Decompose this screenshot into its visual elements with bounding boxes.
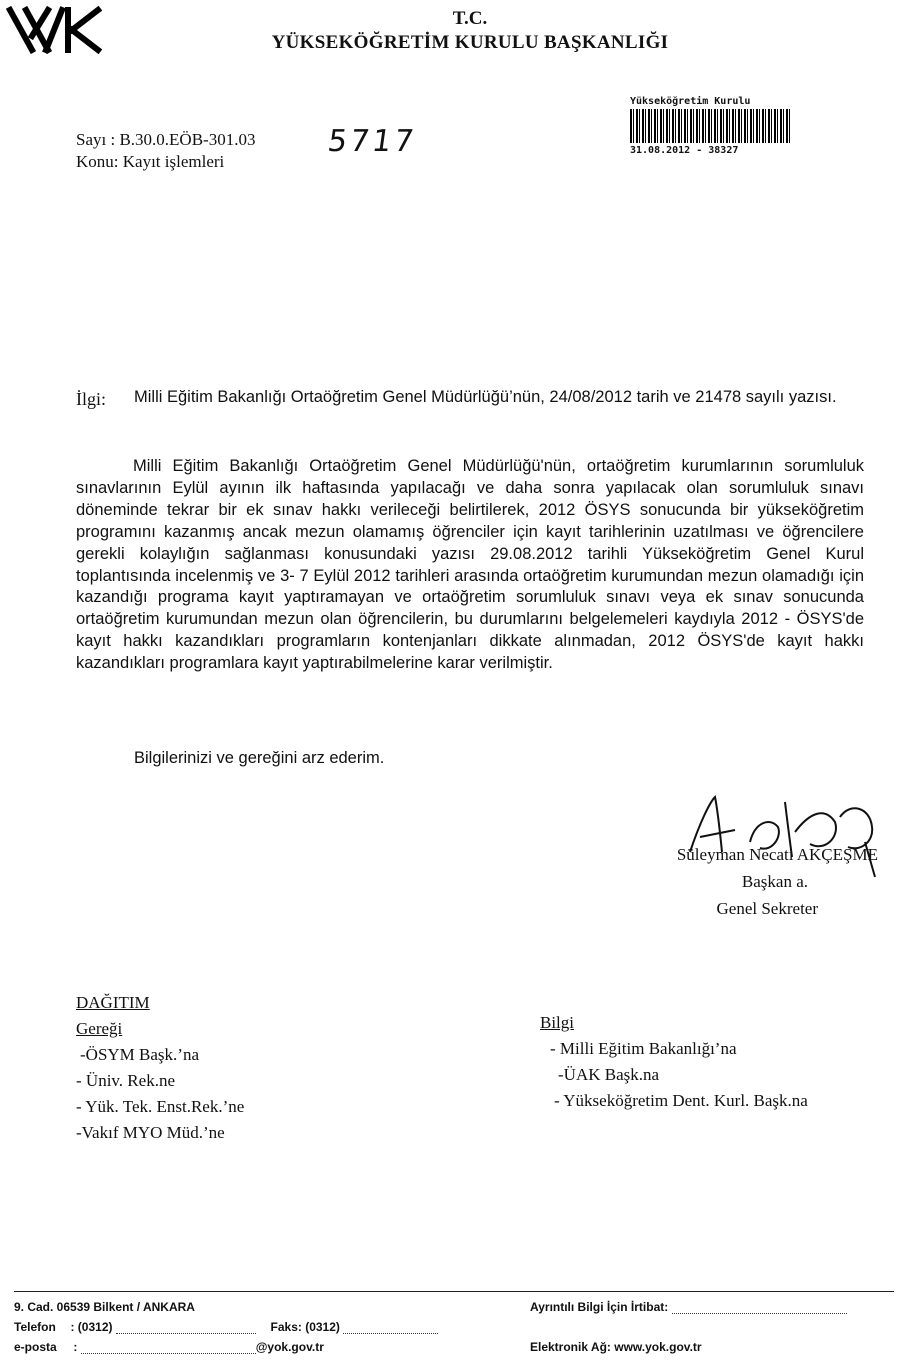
sayi-label: Sayı [76,130,107,149]
signer-title-2: Genel Sekreter [716,899,818,918]
list-item: - Yük. Tek. Enst.Rek.’ne [76,1097,245,1116]
distribution-right [540,1010,808,1114]
sayi-value: : B.30.0.EÖB-301.03 [110,130,256,149]
header-org-name: YÜKSEKÖĞRETİM KURULU BAŞKANLIĞI [271,32,669,53]
contact-dots [672,1313,847,1314]
incoming-stamp [630,96,790,156]
list-item: - Yükseköğretim Dent. Kurl. Başk.na [554,1091,808,1110]
faks-label: Faks: (0312) [270,1320,340,1334]
signer-title-1: Başkan a. [741,872,808,891]
stamp-date-number: 31.08.2012 - 38327 [630,145,739,156]
distribution-left [76,990,244,1146]
handwritten-number: 5717 [325,124,419,159]
list-item: - Üniv. Rek.ne [76,1071,175,1090]
eposta-label: e-posta [14,1340,57,1354]
list-item: -Vakıf MYO Müd.’ne [76,1123,225,1142]
eposta-prefix: : [73,1340,78,1354]
list-item: -ÜAK Başk.na [558,1065,660,1084]
eposta-domain: @yok.gov.tr [255,1340,324,1354]
list-item: - Milli Eğitim Bakanlığı’na [550,1039,737,1058]
telefon-dots [116,1333,256,1334]
telefon-label: Telefon [14,1320,56,1334]
konu-value: : Kayıt işlemleri [113,152,225,171]
signer-block [616,841,878,922]
footer-web: Elektronik Ağ: www.yok.gov.tr [530,1340,702,1354]
sayi-line [76,130,255,150]
telefon-value: : (0312) [70,1320,113,1334]
signer-name: Süleyman Necati AKÇEŞME [676,845,878,864]
distribution-heading: DAĞITIM [76,993,150,1012]
stamp-title: Yükseköğretim Kurulu [630,96,751,107]
footer-phone-line [14,1320,438,1334]
closing-line: Bilgilerinizi ve gereğini arz ederim. [134,749,385,767]
header-tc: T.C. [452,8,488,29]
gereği-label: Gereği [76,1019,123,1038]
footer-email-line [14,1340,324,1354]
footer-contact-line [530,1300,847,1314]
ilgi-text: Milli Eğitim Bakanlığı Ortaöğretim Genel Müdürlüğü’nün, 24/08/2012 tarih ve 21478 sayılı yazısı. [134,388,837,406]
list-item: -ÖSYM Başk.’na [80,1045,199,1064]
footer-address: 9. Cad. 06539 Bilkent / ANKARA [14,1300,195,1314]
eposta-dots [81,1353,256,1354]
konu-label: Konu [76,152,114,171]
footer-divider [14,1291,894,1292]
konu-line [76,152,224,172]
bilgi-label: Bilgi [540,1013,575,1032]
faks-dots [343,1333,438,1334]
contact-label: Ayrıntılı Bilgi İçin İrtibat: [530,1300,669,1314]
letter-body: Milli Eğitim Bakanlığı Ortaöğretim Genel Müdürlüğü'nün, ortaöğretim kurumlarının sorumluluk sınavlarının Eylül ayının ilk haftasında yapılacağı ve daha sonra yapılacak olan sorumluluk sınavı döneminde tekrar bir ek sınav hakkı verileceği belirtilerek, 2012 ÖSYS sonucunda bir yükseköğretim programını kazanmış ancak mezun olamamış öğrenciler için kayıt tarihlerinin uzatılması ve öğrencilere gerekli kolaylığın sağlanması konusundaki yazısı 29.08.2012 tarihli Yükseköğretim Genel Kurul toplantısında incelenmiş ve 3- 7 Eylül 2012 tarihleri arasında ortaöğretim kurumundan mezun olamadığı için kazandığı programa kayıt yaptıramayan ve ortaöğretim sorumluluk sınavı veya ek sınav sonucunda ortaöğretim kurumundan mezun olan öğrencilerin, bu durumlarını belgelemeleri kaydıyla 2012 - ÖSYS'de kayıt hakkı kazandıkları programların kontenjanları dikkate alınmadan, 2012 ÖSYS'de kayıt hakkı kazandıkları programlara kayıt yaptırabilmelerine karar verilmiştir. [76,457,864,673]
barcode-icon [630,109,790,143]
ilgi-label: İlgi: [76,389,106,409]
